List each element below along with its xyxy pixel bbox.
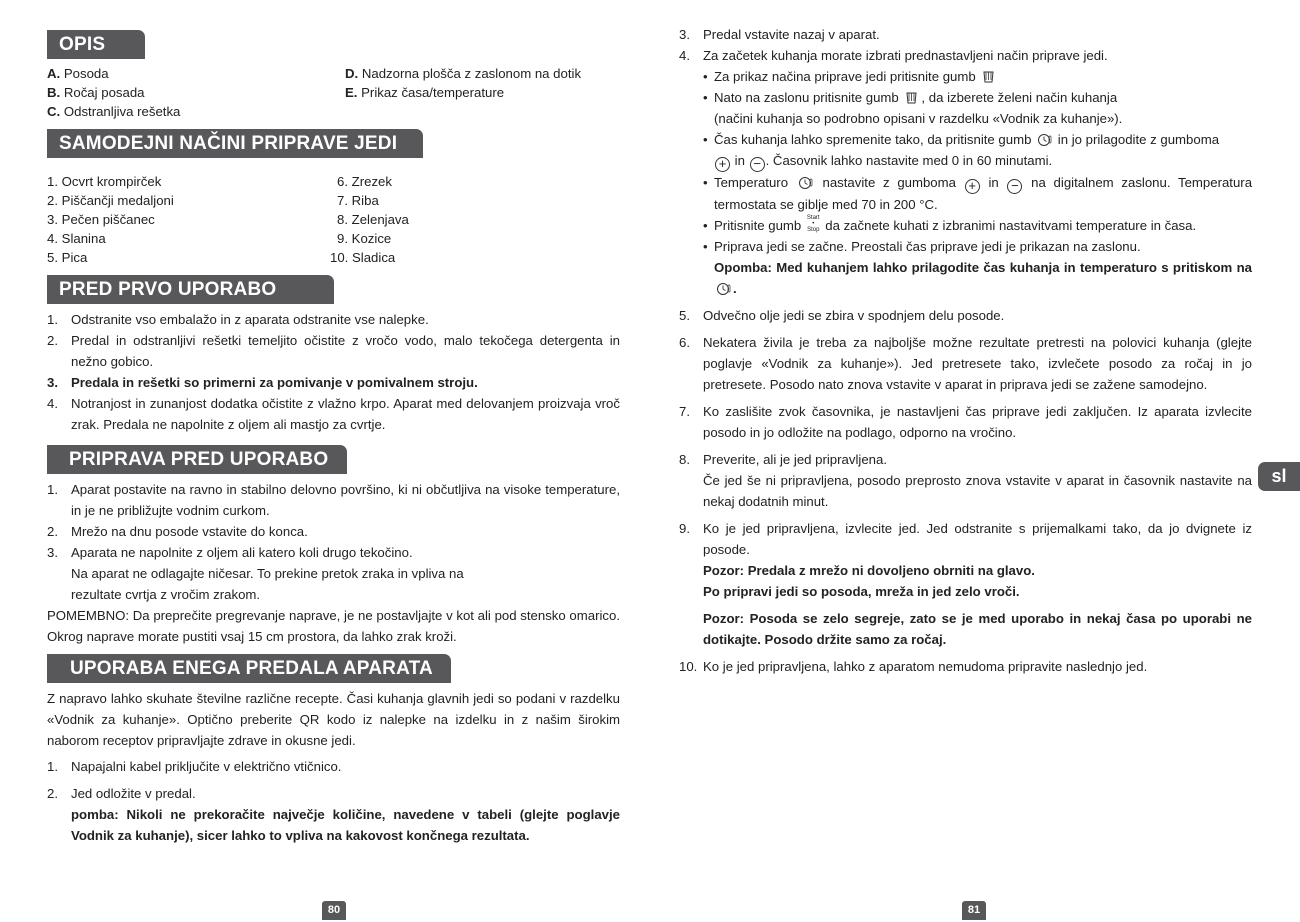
list-item: C. Odstranljiva rešetka	[47, 104, 181, 119]
list-item: • Nato na zaslonu pritisnite gumb , da izberete želeni način kuhanja (načini kuhanja so podrobno opisani v razdelku «Vodnik za kuhanje»).	[703, 87, 1252, 129]
list-item: 3. Aparata ne napolnite z oljem ali katero koli drugo tekočino. Na aparat ne odlagajte ničesar. To prekine pretok zraka in vpliva na rezultate cvrtja z vročim zrakom.	[47, 545, 464, 602]
plus-icon: +	[965, 179, 980, 194]
list-item: 8. Zelenjava	[337, 212, 409, 227]
important-note: POMEMBNO: Da preprečite pregrevanje naprave, je ne postavljajte v kot ali pod stensko omarico. Okrog naprave morate pustiti vsaj 15 cm prostora, da lahko zrak kroži.	[47, 608, 620, 644]
warning-note: Pozor: Predala z mrežo ni dovoljeno obrniti na glavo.	[703, 563, 1035, 578]
page-number: 81	[962, 901, 986, 920]
section-title: SAMODEJNI NAČINI PRIPRAVE JEDI	[47, 129, 423, 158]
list-item: 4. Slanina	[47, 231, 106, 246]
list-item: 7. Ko zaslišite zvok časovnika, je nastavljeni čas priprave jedi zaključen. Iz aparata izvlecite posodo in jo odložite na podlago, odporno na vročino.	[679, 404, 1252, 440]
list-item: 9. Kozice	[337, 231, 392, 246]
cooking-mode-icon	[981, 69, 996, 84]
section-usage	[47, 654, 620, 846]
left-page	[47, 0, 620, 922]
list-item: D. Nadzorna plošča z zaslonom na dotik	[345, 66, 582, 81]
warning-note: Po pripravi jedi so posoda, mreža in jed zelo vroči.	[703, 584, 1020, 599]
list-item: 1. Ocvrt krompirček	[47, 174, 162, 189]
page-number: 80	[322, 901, 346, 920]
list-item: E. Prikaz časa/temperature	[345, 85, 505, 100]
section-before-first-use	[47, 275, 620, 435]
list-item: • Za prikaz načina priprave jedi pritisnite gumb	[703, 66, 1252, 87]
plus-icon: +	[715, 157, 730, 172]
note-line: rezultate cvrtja z vročim zrakom.	[71, 587, 261, 602]
parts-list	[47, 64, 620, 121]
start-stop-icon: Start • Stop	[806, 215, 820, 233]
section-opis	[47, 30, 620, 121]
temperature-icon	[798, 175, 813, 190]
list-item: 1. Napajalni kabel priključite v električno vtičnico.	[47, 759, 342, 774]
section-title: PRED PRVO UPORABO	[47, 275, 334, 304]
list-item: 5. Odvečno olje jedi se zbira v spodnjem delu posode.	[679, 308, 1005, 323]
list-item: 7. Riba	[337, 193, 379, 208]
list-item: 10. Ko je jed pripravljena, lahko z aparatom nemudoma pripravite naslednjo jed.	[679, 659, 1148, 674]
list-item: • Priprava jedi se začne. Preostali čas priprave jedi je prikazan na zaslonu. Opomba: Med kuhanjem lahko prilagodite čas kuhanja in temperaturo s pritiskom na .	[703, 236, 1252, 299]
list-item: 3. Predal vstavite nazaj v aparat.	[679, 27, 880, 42]
list-item: • Čas kuhanja lahko spremenite tako, da pritisnite gumb in jo prilagodite z gumboma + in − . Časovnik lahko nastavite med 0 in 60 minutami.	[703, 129, 1252, 172]
list-item: 2. Piščančji medaljoni	[47, 193, 174, 208]
cooking-mode-icon	[904, 90, 919, 105]
list-item: 5. Pica	[47, 250, 88, 265]
note-line: Na aparat ne odlagajte ničesar. To prekine pretok zraka in vpliva na	[71, 566, 464, 581]
minus-icon: −	[750, 157, 765, 172]
warning-note: pomba: Nikoli ne prekoračite največje količine, navedene v tabeli (glejte poglavje Vodnik za kuhanje), sicer lahko to vpliva na kakovost končnega rezultata.	[71, 807, 620, 843]
timer-icon	[1037, 132, 1052, 147]
bullet-list	[703, 66, 1252, 299]
right-page	[679, 0, 1252, 922]
list-item: 4. Notranjost in zunanjost dodatka očistite z vlažno krpo. Aparat med delovanjem proizvaja vroč zrak. Predala ne napolnite z oljem ali mastjo za cvrtje.	[47, 396, 620, 432]
list-item: 4. Za začetek kuhanja morate izbrati prednastavljeni način priprave jedi. • Za prikaz načina priprave jedi pritisnite gumb • Nato na zaslonu pritisnite gumb , da izberete želeni način kuhanja (načini kuhanja so podrobno opisani v razdelku «Vodnik za kuhanje»). • Čas kuhanja lahko spremenite tako, da pritisnite gumb in jo prilagodite z gumboma + in − . Časovnik lahko nastavite med 0 in 60 minutami. • Temperaturo nastavite z gumboma + in − na digitalnem zaslonu. Temperatura termostata se giblje med 70 in 200 °C. • Pritisnite gumb Start • Stop da začnete kuhati z izbranimi nastavitvami temperature in časa. • Priprava jedi se začne. Preostali čas priprave jedi je prikazan na zaslonu. Opomba: Med kuhanjem lahko prilagodite čas kuhanja in temperaturo s pritiskom na .	[679, 45, 1252, 299]
section-title: OPIS	[47, 30, 145, 59]
language-tab: sl	[1258, 462, 1300, 491]
section-preparation	[47, 445, 620, 647]
steps-list	[47, 756, 620, 846]
list-item: 9. Ko je jed pripravljena, izvlecite jed. Jed odstranite s prijemalkami tako, da jo dvignete iz posode. Pozor: Predala z mrežo ni dovoljeno obrniti na glavo. Po pripravi jedi so posoda, mreža in jed zelo vroči. Pozor: Posoda se zelo segreje, zato se je med uporabo in nekaj časa po uporabi ne dotikajte. Posodo držite samo za ročaj.	[679, 518, 1252, 650]
list-item: • Pritisnite gumb Start • Stop da začnete kuhati z izbranimi nastavitvami temperature in časa.	[703, 215, 1252, 236]
modes-list	[47, 172, 620, 267]
section-title: UPORABA ENEGA PREDALA APARATA	[47, 654, 451, 683]
minus-icon: −	[1007, 179, 1022, 194]
timer-icon	[716, 281, 731, 296]
usage-intro: Z napravo lahko skuhate številne različne recepte. Časi kuhanja glavnih jedi so podani v razdelku «Vodnik za kuhanje». Optično preberite QR kodo iz nalepke na izdelku in z našim širokim naborom receptov pripravljajte zdrave in okusne jedi.	[47, 691, 620, 748]
list-item: 3. Predala in rešetki so primerni za pomivanje v pomivalnem stroju.	[47, 375, 478, 390]
section-title: PRIPRAVA PRED UPORABO	[47, 445, 347, 474]
list-item: 6. Nekatera živila je treba za najboljše možne rezultate pretresti na polovici kuhanja (glejte poglavje «Vodnik za kuhanje»). Jed pretresete tako, izvlečete posodo za ročaj in jo pretresete. Posodo nato znova vstavite v aparat in priprava jedi se zažene samodejno.	[679, 335, 1252, 392]
list-item: 1. Odstranite vso embalažo in z aparata odstranite vse nalepke.	[47, 312, 429, 327]
steps-list	[47, 479, 620, 605]
steps-list	[47, 309, 620, 435]
list-item: 2. Jed odložite v predal. pomba: Nikoli ne prekoračite največje količine, navedene v tabeli (glejte poglavje Vodnik za kuhanje), sicer lahko to vpliva na kakovost končnega rezultata.	[47, 786, 620, 843]
list-item: 3. Pečen piščanec	[47, 212, 155, 227]
list-item: 1. Aparat postavite na ravno in stabilno delovno površino, ki ni občutljiva na visoke temperature, in je ne približujte vodnim curkom.	[47, 482, 620, 518]
list-item: 8. Preverite, ali je jed pripravljena. Če jed še ni pripravljena, posodo preprosto znova vstavite v aparat in časovnik nastavite na nekaj dodatnih minut.	[679, 452, 1252, 509]
list-item: 2. Mrežo na dnu posode vstavite do konca.	[47, 524, 308, 539]
warning-note: Pozor: Posoda se zelo segreje, zato se je med uporabo in nekaj časa po uporabi ne dotikajte. Posodo držite samo za ročaj.	[703, 611, 1252, 647]
note: Opomba: Med kuhanjem lahko prilagodite čas kuhanja in temperaturo s pritiskom na .	[714, 260, 1252, 296]
list-item: 6. Zrezek	[337, 174, 392, 189]
list-item: 2. Predal in odstranljivi rešetki temeljito očistite z vročo vodo, malo tekočega detergenta in nežno gobico.	[47, 333, 620, 369]
list-item: 10. Sladica	[330, 250, 396, 265]
steps-list	[679, 24, 1252, 677]
list-item: • Temperaturo nastavite z gumboma + in − na digitalnem zaslonu. Temperatura termostata se giblje med 70 in 200 °C.	[703, 172, 1252, 215]
section-modes	[47, 129, 620, 267]
list-item: B. Ročaj posada	[47, 85, 145, 100]
list-item: A. Posoda	[47, 66, 109, 81]
